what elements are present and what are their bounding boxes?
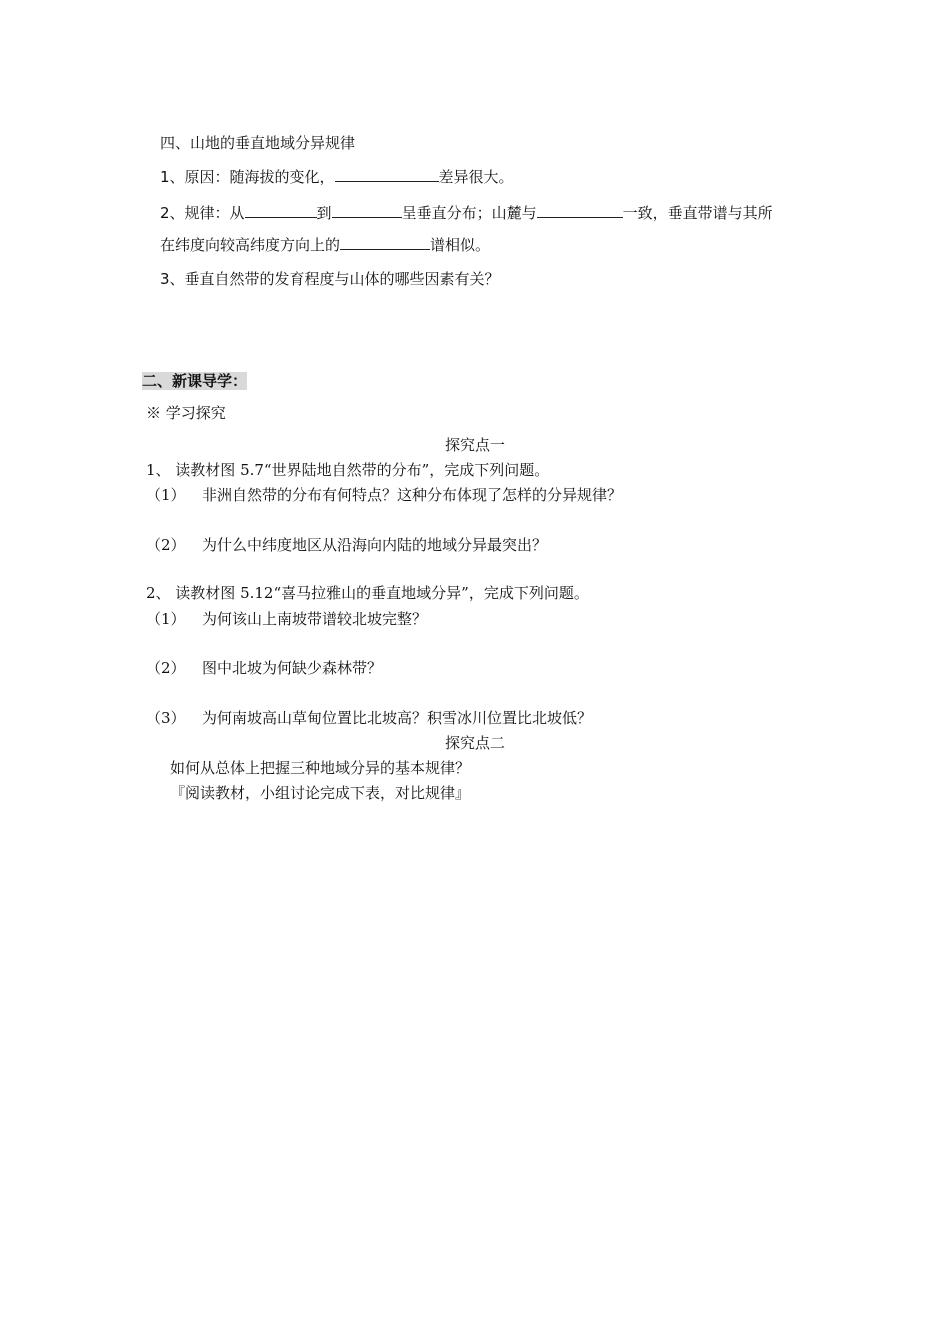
question-1-2: [146, 534, 547, 555]
question-text: 非洲自然带的分布有何特点？这种分布体现了怎样的分异规律？: [202, 486, 623, 504]
answer-blank[interactable]: [332, 203, 402, 218]
question-number: （3）: [146, 709, 186, 727]
question-text: 为什么中纬度地区从沿海向内陆的地域分异最突出？: [202, 536, 548, 554]
point-2-title: 探究点二: [444, 734, 505, 752]
question-text: 为何该山上南坡带谱较北坡完整？: [202, 610, 428, 628]
question-2-2: [146, 657, 382, 678]
item-2-line-2-suffix: 谱相似。: [430, 236, 491, 254]
question-2: 2、 读教材图 5.12“喜马拉雅山的垂直地域分异”，完成下列问题。: [146, 584, 589, 602]
item-1-suffix: 差异很大。: [438, 168, 514, 186]
item-1: [160, 166, 514, 187]
point-2-note: 『阅读教材，小组讨论完成下表，对比规律』: [170, 784, 471, 802]
section-heading-2-text: 二、新课导学：: [142, 372, 248, 390]
question-1-1: [146, 484, 622, 505]
question-number: （2）: [146, 659, 186, 677]
question-text: 图中北坡为何缺少森林带？: [202, 659, 383, 677]
item-2-text-b: 到: [316, 204, 332, 222]
item-2-text-c: 呈垂直分布；山麓与: [401, 204, 537, 222]
section-heading-4: 四、山地的垂直地域分异规律: [160, 134, 356, 152]
question-number: （2）: [146, 536, 186, 554]
answer-blank[interactable]: [537, 203, 623, 218]
item-2: [160, 202, 773, 223]
answer-blank[interactable]: [245, 203, 317, 218]
sub-heading: ※ 学习探究: [146, 404, 226, 422]
item-1-prefix: 1、原因：随海拔的变化，: [160, 168, 335, 186]
point-2-question: 如何从总体上把握三种地域分异的基本规律？: [170, 759, 471, 777]
answer-blank[interactable]: [340, 235, 430, 250]
item-2-line-2: [160, 234, 490, 255]
section-heading-2: [142, 370, 247, 391]
question-2-1: [146, 608, 427, 629]
item-2-line-2-prefix: 在纬度向较高纬度方向上的: [160, 236, 341, 254]
question-number: （1）: [146, 486, 186, 504]
question-text: 为何南坡高山草甸位置比北坡高？积雪冰川位置比北坡低？: [202, 709, 593, 727]
answer-blank[interactable]: [335, 167, 439, 182]
item-2-text-d: 一致，垂直带谱与其所: [622, 204, 773, 222]
question-number: （1）: [146, 610, 186, 628]
point-1-title: 探究点一: [444, 436, 505, 454]
item-2-text-a: 2、规律：从: [160, 204, 245, 222]
item-3: 3、垂直自然带的发育程度与山体的哪些因素有关？: [160, 270, 500, 288]
question-2-3: [146, 707, 592, 728]
question-1: 1、 读教材图 5.7“世界陆地自然带的分布”，完成下列问题。: [146, 461, 550, 479]
